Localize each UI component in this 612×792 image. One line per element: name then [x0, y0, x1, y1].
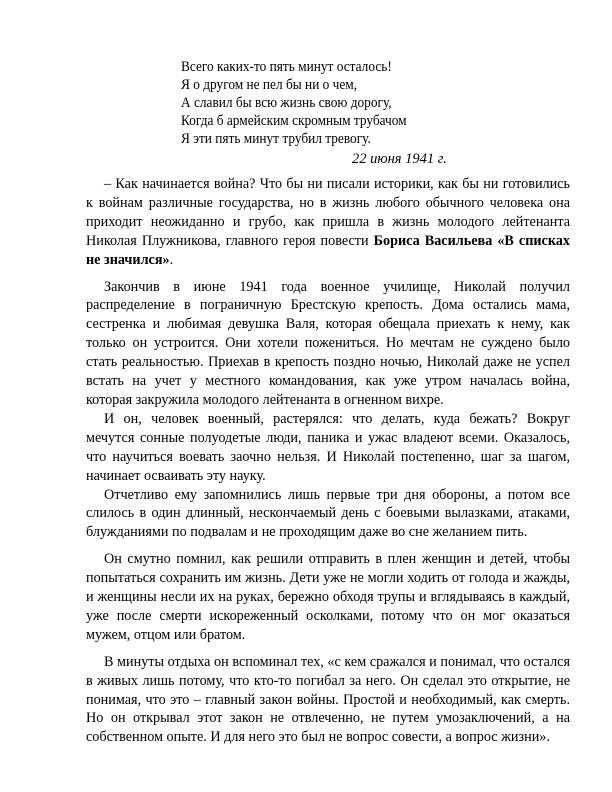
paragraph: Отчетливо ему запомнились лишь первые три дня обороны, а потом все слилось в один длинный, нескончаемый день с боевыми вылазками, атаками, блужданиями по подвалам и не проходящим даже во сне желанием пить. — [86, 486, 570, 541]
poem-line: Я о другом не пел бы ни о чем, — [181, 77, 358, 93]
paragraph-text: – Как начинается война? Что бы ни писали историки, как бы ни готовились к войнам различные государства, но в жизнь любого обычного человека она приходит неожиданно и грубо, как пришла в жизнь молодого лейтенанта Николая Плужникова, главного героя повести — [86, 176, 570, 249]
poem-line: А славил бы всю жизнь свою дорогу, — [181, 95, 392, 111]
book-reference: Бориса Васильева «В списках не значился» — [86, 232, 570, 268]
paragraph: Он смутно помнил, как решили отправить в плен женщин и детей, чтобы попытаться сохранить им жизнь. Дети уже не могли ходить от голода и жажды, и женщины несли их на руках, бережно обходя трупы и вглядываясь в каждый, уже после смерти искореженный осколками, потому что он мог оказаться мужем, отцом или братом. — [86, 551, 570, 643]
paragraph: Закончив в июне 1941 года военное училище, Николай получил распределение в пограничную Брестскую крепость. Дома остались мама, сестренка и любимая девушка Валя, которая обещала приехать к нему, как только он устроится. Они хотели пожениться. Но мечтам не суждено было стать реальностью. Приехав в крепость поздно ночью, Николай даже не успел встать на учет у местного командования, как уже утром началась война, которая закружила молодого лейтенанта в огненном вихре. — [86, 278, 570, 408]
poem-line: Всего каких-то пять минут осталось! — [181, 59, 392, 75]
poem-line: Я эти пять минут трубил тревогу. — [181, 131, 371, 147]
poem-line: Когда б армейским скромным трубачом — [181, 113, 407, 129]
poem-date: 22 июня 1941 г. — [352, 151, 447, 167]
paragraph: В минуты отдыха он вспоминал тех, «с кем сражался и понимал, что остался в живых лишь потому, что кто-то погибал за него. Он сделал это открытие, не понимая, что это – главный закон войны. Простой и необходимый, как смерть. Но он открывал этот закон не отвлеченно, не путем умозаключений, а на собственном опыте. И для него это был не вопрос совести, а вопрос жизни». — [86, 653, 570, 746]
paragraph-tail: . — [169, 251, 174, 268]
paragraph-intro — [86, 175, 570, 270]
essay-body — [86, 175, 570, 747]
paragraph: И он, человек военный, растерялся: что делать, куда бежать? Вокруг мечутся сонные полуодетые люди, паника и ужас владеют всеми. Оказалось, что научиться воевать заочно нельзя. И Николай постепенно, шаг за шагом, начинает осваивать эту науку. — [86, 410, 570, 484]
epigraph-poem — [181, 58, 429, 148]
